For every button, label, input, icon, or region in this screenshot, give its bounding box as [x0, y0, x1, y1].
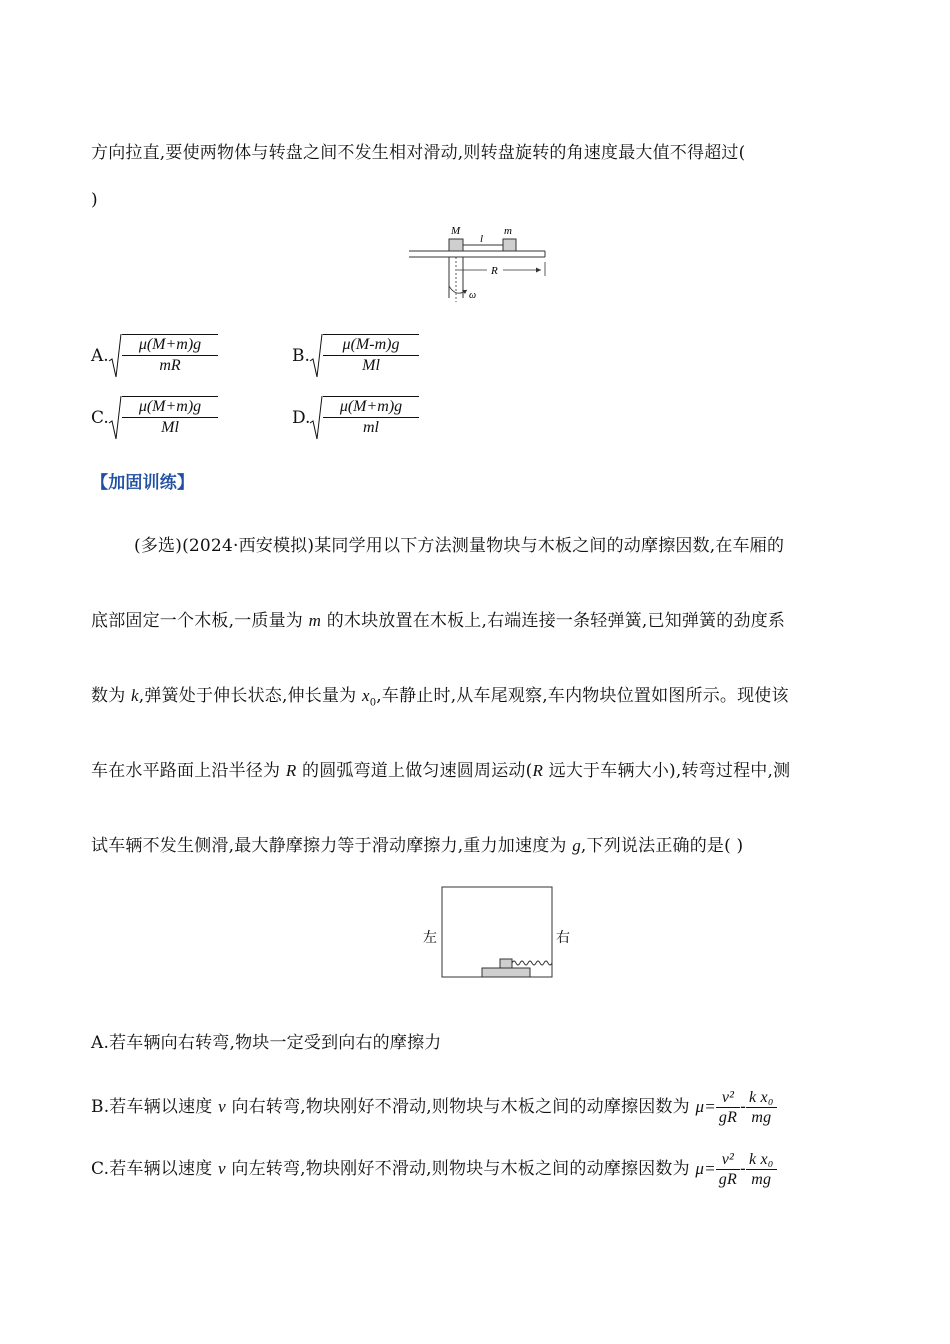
question1-line2: )	[91, 190, 98, 210]
section-heading: 【加固训练】	[91, 473, 195, 493]
wooden-board	[482, 968, 530, 977]
radical-sign	[309, 333, 323, 379]
question1-line1: 方向拉直,要使两物体与转盘之间不发生相对滑动,则转盘旋转的角速度最大值不得超过(	[91, 143, 746, 163]
option-d[interactable]: D.	[292, 408, 311, 428]
radical-sign	[309, 395, 323, 441]
question2-option-b[interactable]: B.若车辆以速度 v 向右转弯,物块刚好不滑动,则物块与木板之间的动摩擦因数为 μ= $\frac{\text{v²}}{gR}$ - $\frac{\text{k x₀}}{mg}$	[91, 1088, 777, 1127]
option-c[interactable]: C.	[91, 408, 109, 428]
fraction-v2-gR: $\frac{\text{v²}}{gR}$	[716, 1088, 740, 1127]
block-m	[503, 239, 516, 251]
option-a[interactable]: A.	[91, 346, 109, 366]
label-l: l	[480, 233, 484, 245]
fraction-v2-gR: $\frac{\text{v²}}{gR}$	[716, 1150, 740, 1189]
fraction-kx0-mg: $\frac{\text{k x₀}}{mg}$	[746, 1088, 777, 1127]
question2-option-c[interactable]: C.若车辆以速度 v 向左转弯,物块刚好不滑动,则物块与木板之间的动摩擦因数为 μ= $\frac{\text{v²}}{gR}$ - $\frac{\text{k x₀}}{mg}$	[91, 1150, 777, 1189]
option-d-formula: $\frac{\mu(M+m)g}{ml}$	[323, 396, 419, 438]
block	[500, 959, 512, 968]
label-left: 左	[423, 931, 437, 946]
question2-line2: 底部固定一个木板,一质量为 m 的木块放置在木板上,右端连接一条轻弹簧,已知弹簧的劲度系	[91, 611, 786, 631]
label-M: M	[451, 225, 461, 237]
label-omega: ω	[469, 290, 477, 301]
car-figure	[420, 884, 590, 984]
question2-line1: (多选)(2024·西安模拟)某同学用以下方法测量物块与木板之间的动摩擦因数,在车厢的	[134, 536, 785, 556]
label-m: m	[504, 225, 512, 237]
question2-line3: 数为 k,弹簧处于伸长状态,伸长量为 $x_0$,车静止时,从车尾观察,车内物块位置如图所示。现使该	[91, 686, 789, 709]
question2-line4: 车在水平路面上沿半径为 R 的圆弧弯道上做匀速圆周运动(R 远大于车辆大小),转弯过程中,测	[91, 761, 791, 781]
option-b[interactable]: B.	[292, 346, 310, 366]
label-right: 右	[556, 931, 570, 946]
spring	[512, 961, 552, 965]
label-R: R	[491, 265, 498, 277]
fraction-kx0-mg: $\frac{\text{k x₀}}{mg}$	[746, 1150, 777, 1189]
question2-option-a[interactable]: A.若车辆向右转弯,物块一定受到向右的摩擦力	[91, 1033, 442, 1053]
question2-line5: 试车辆不发生侧滑,最大静摩擦力等于滑动摩擦力,重力加速度为 g,下列说法正确的是( )	[91, 836, 744, 856]
option-c-formula: $\frac{\mu(M+m)g}{Ml}$	[122, 396, 218, 438]
option-b-formula: $\frac{\mu(M-m)g}{Ml}$	[323, 334, 419, 376]
option-a-formula: $\frac{\mu(M+m)g}{mR}$	[122, 334, 218, 376]
radical-sign	[108, 333, 122, 379]
radical-sign	[108, 395, 122, 441]
turntable-figure	[405, 218, 565, 308]
block-M	[449, 239, 463, 251]
